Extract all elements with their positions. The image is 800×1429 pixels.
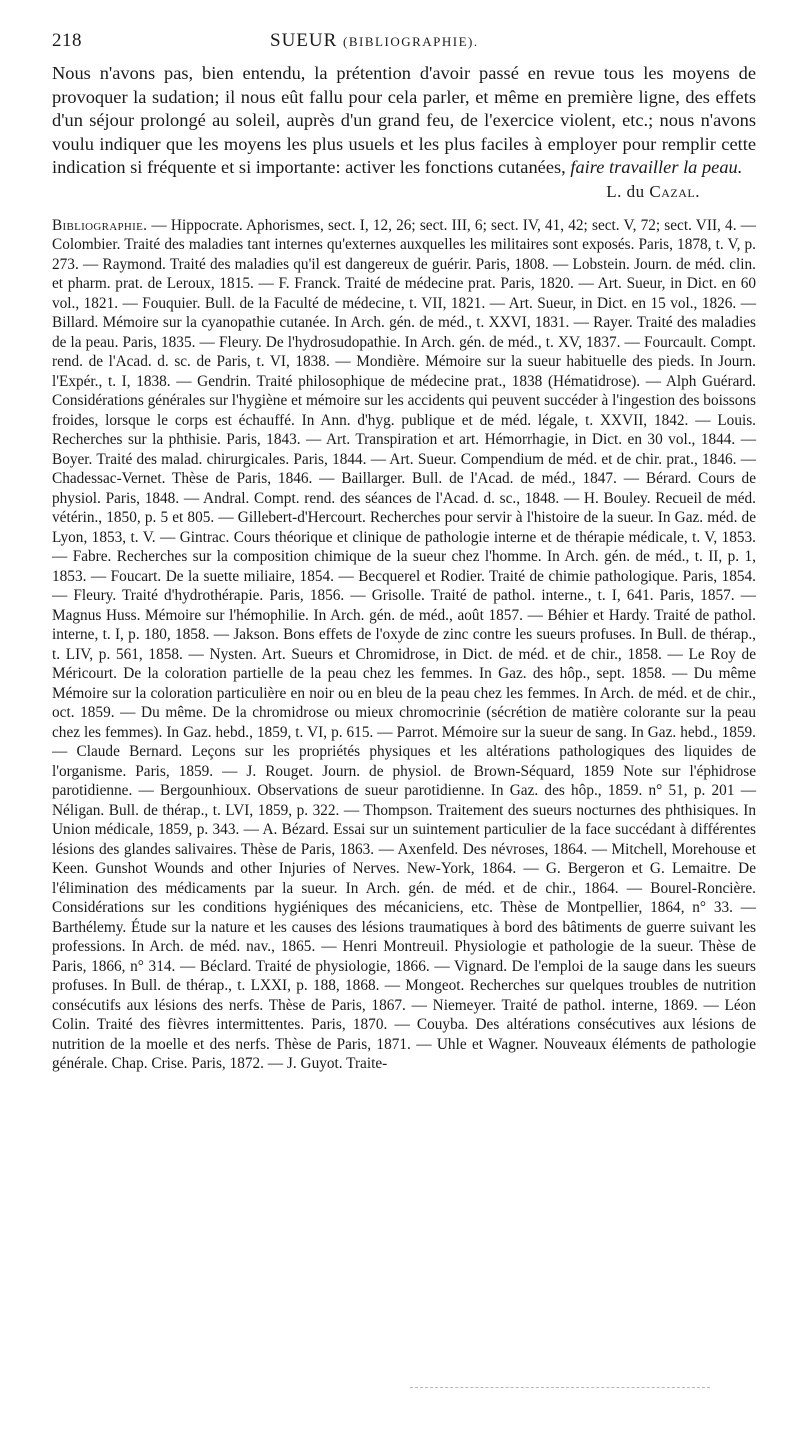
- running-title-subtitle: (BIBLIOGRAPHIE).: [343, 34, 479, 49]
- bibliography-label: Bibliographie.: [52, 216, 148, 234]
- bibliography-section: [52, 216, 756, 1074]
- page-header: [52, 30, 756, 58]
- signature-initial: L. du: [606, 181, 645, 201]
- intro-text-block: [52, 62, 756, 180]
- running-title-main: SUEUR: [270, 30, 338, 51]
- bibliography-text: — Hippocrate. Aphorismes, sect. I, 12, 26; sect. III, 6; sect. IV, 41, 42; sect. V, 72; sect. VII, 4. — Colombier. Traité des maladies tant internes qu'externes auxquelles les militaires sont exposés. Paris, 1878, t. V, p. 273. — Raymond. Traité des maladies qu'il est dangereux de guérir. Paris, 1808. — Lobstein. Journ. de méd. clin. et pharm. prat. de Leroux, 1815. — F. Franck. Traité de médecine prat. Paris, 1820. — Art. Sueur, in Dict. en 60 vol., 1821. — Fouquier. Bull. de la Faculté de médecine, t. VII, 1821. — Art. Sueur, in Dict. en 15 vol., 1826. — Billard. Mémoire sur la cyanopathie cutanée. In Arch. gén. de méd., t. XXVI, 1831. — Rayer. Traité des maladies de la peau. Paris, 1835. — Fleury. De l'hydrosudopathie. In Arch. gén. de méd., t. XV, 1837. — Fourcault. Compt. rend. de l'Acad. d. sc. de Paris, t. VI, 1838. — Mondière. Mémoire sur la sueur habituelle des pieds. In Journ. l'Expér., t. I, 1838. — Gendrin. Traité philosophique de médecine prat., 1838 (Hématidrose). — Alph Guérard. Considérations générales sur l'hygiène et mémoire sur les accidents qui peuvent succéder à l'ingestion des boissons froides, lorsque le corps est échauffé. In Ann. d'hyg. publique et de méd. légale, t. XXVII, 1842. — Louis. Recherches sur la phthisie. Paris, 1843. — Art. Transpiration et art. Hémorrhagie, in Dict. en 30 vol., 1844. — Boyer. Traité des malad. chirurgicales. Paris, 1844. — Art. Sueur. Compendium de méd. et de chir. prat., 1846. — Chadessac-Vernet. Thèse de Paris, 1846. — Baillarger. Bull. de l'Acad. de méd., 1847. — Bérard. Cours de physiol. Paris, 1848. — Andral. Compt. rend. des séances de l'Acad. d. sc., 1848. — H. Bouley. Recueil de méd. vétérin., 1850, p. 5 et 805. — Gillebert-d'Hercourt. Recherches pour servir à l'histoire de la sueur. In Gaz. méd. de Lyon, 1853, t. V. — Gintrac. Cours théorique et clinique de pathologie interne et de thérapie médicale, t. V, 1853. — Fabre. Recherches sur la composition chimique de la sueur chez l'homme. In Arch. gén. de méd., t. II, p. 1, 1853. — Foucart. De la suette miliaire, 1854. — Becquerel et Rodier. Traité de chimie pathologique. Paris, 1854. — Fleury. Traité d'hydrothérapie. Paris, 1856. — Grisolle. Traité de pathol. interne., t. I, 641. Paris, 1857. — Magnus Huss. Mémoire sur l'hémophilie. In Arch. gén. de méd., août 1857. — Béhier et Hardy. Traité de pathol. interne, t. I, p. 180, 1858. — Jakson. Bons effets de l'oxyde de zinc contre les sueurs profuses. In Bull. de thérap., t. LIV, p. 561, 1858. — Nysten. Art. Sueurs et Chromidrose, in Dict. de méd. et de chir., 1858. — Le Roy de Méricourt. De la coloration partielle de la peau chez les femmes. In Gaz. des hôp., sept. 1858. — Du même Mémoire sur la coloration particulière en noir ou en bleu de la peau chez les femmes. In Arch. de méd. et de chir., oct. 1859. — Du même. De la chromidrose ou mieux chromocrinie (sécrétion de matière colorante sur la peau chez les femmes). In Gaz. hebd., 1859, t. VI, p. 615. — Parrot. Mémoire sur la sueur de sang. In Gaz. hebd., 1859. — Claude Bernard. Leçons sur les propriétés physiques et les altérations pathologiques des liquides de l'organisme. Paris, 1859. — J. Rouget. Journ. de physiol. de Brown-Séquard, 1859 Note sur l'éphidrose parotidienne. — Bergounhioux. Observations de sueur parotidienne. In Gaz. des hôp., 1859. n° 51, p. 201 — Néligan. Bull. de thérap., t. LVI, 1859, p. 322. — Thompson. Traitement des sueurs nocturnes des phthisiques. In Union médicale, 1859, p. 343. — A. Bézard. Essai sur un suintement particulier de la face succédant à différentes lésions des glandes salivaires. Thèse de Paris, 1863. — Axenfeld. Des névroses, 1864. — Mitchell, Morehouse et Keen. Gunshot Wounds and other Injuries of Nerves. New-York, 1864. — G. Bergeron et G. Lemaitre. De l'élimination des médicaments par la sueur. In Arch. gén. de méd. et de chir., 1864. — Bourel-Roncière. Considérations sur les conditions hygiéniques des mécaniciens, etc. Thèse de Montpellier, 1864, n° 33. — Barthélemy. Étude sur la nature et les causes des lésions traumatiques à bord des bâtiments de guerre suivant les professions. In Arch. de méd. nav., 1865. — Henri Montreuil. Physiologie et pathologie de la sueur. Thèse de Paris, 1866, n° 314. — Béclard. Traité de physiologie, 1866. — Vignard. De l'emploi de la sauge dans les sueurs profuses. In Bull. de thérap., t. LXXI, p. 188, 1868. — Mongeot. Recherches sur quelques troubles de nutrition consécutifs aux lésions des nerfs. Thèse de Paris, 1867. — Niemeyer. Traité de pathol. interne, 1869. — Léon Colin. Traité des fièvres intermittentes. Paris, 1870. — Couyba. Des altérations consécutives aux lésions de nutrition de la moelle et des nerfs. Thèse de Paris, 1871. — Uhle et Wagner. Nouveaux éléments de pathologie générale. Chap. Crise. Paris, 1872. — J. Guyot. Traite-: [52, 216, 756, 1073]
- running-title: [270, 30, 479, 52]
- intro-paragraph: [52, 62, 756, 180]
- footer-faint-line: [410, 1387, 710, 1390]
- page-number: 218: [52, 30, 82, 51]
- intro-text: Nous n'avons pas, bien entendu, la prétention d'avoir passé en revue tous les moyens de provoquer la sudation; il nous eût fallu pour cela parler, et même en première ligne, des effets d'un séjour prolongé au soleil, auprès d'un grand feu, de l'exercice violent, etc.; nous n'avons voulu indiquer que les moyens les plus usuels et les plus faciles à employer pour remplir cette indication si fréquente et si importante: activer les fonctions cutanées,: [52, 63, 756, 178]
- intro-emphasis: faire travailler la peau.: [570, 157, 743, 178]
- signature-name: Cazal.: [649, 181, 700, 201]
- author-signature: [52, 182, 756, 202]
